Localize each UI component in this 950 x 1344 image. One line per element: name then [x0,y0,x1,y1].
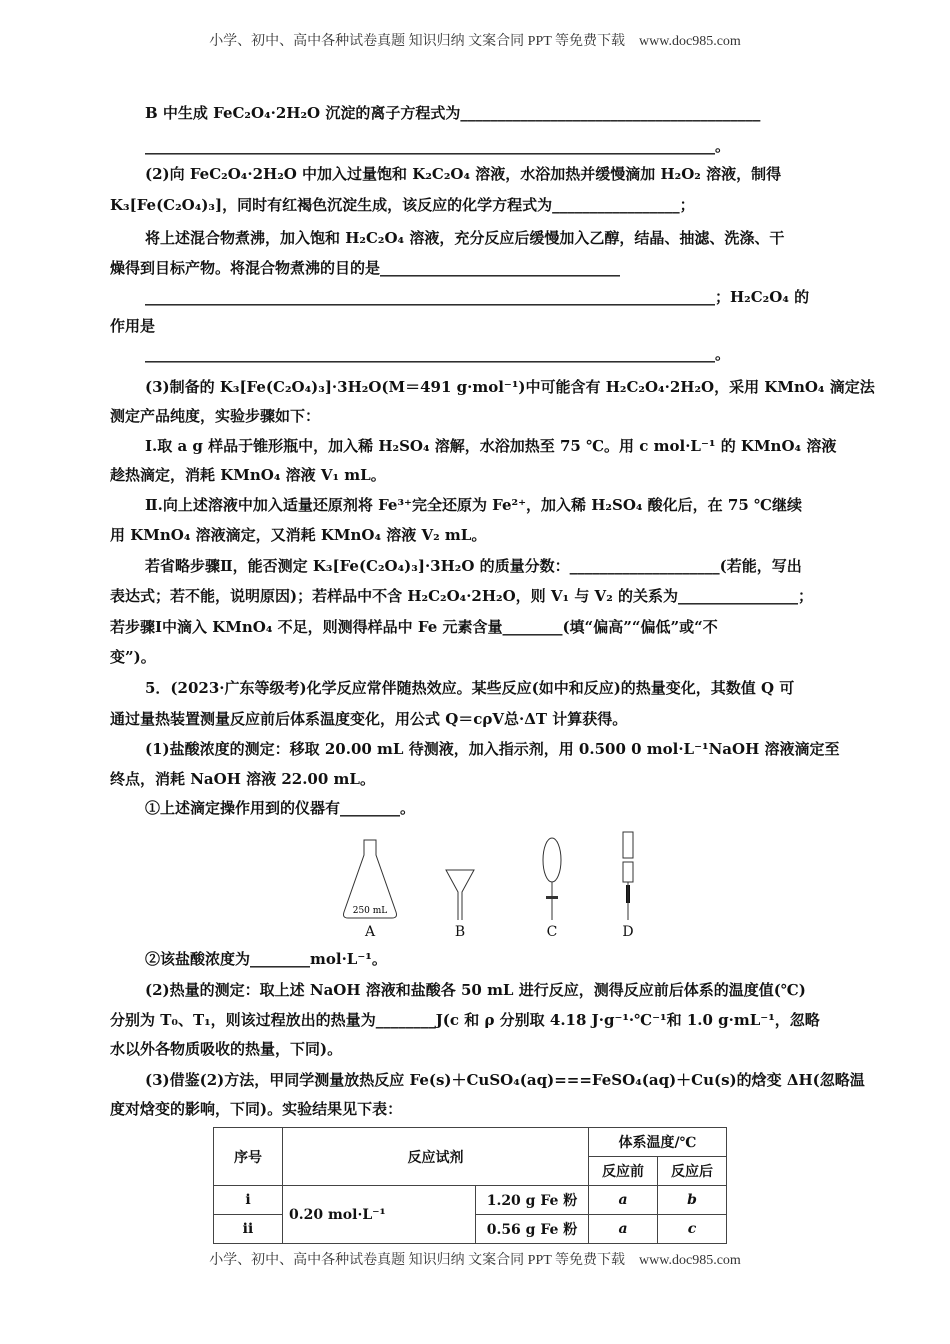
text-line: (3)借鉴(2)方法，甲同学测量放热反应 Fe(s)＋CuSO₄(aq)===FeSO₄(aq)＋Cu(s)的焓变 ΔH(忽略温 [145,1071,865,1089]
header-no: 序号 [214,1128,283,1186]
text-line: 趁热滴定，消耗 KMnO₄ 溶液 V₁ mL。 [110,466,386,484]
header-temp: 体系温度/℃ [589,1128,727,1157]
cell-before: a [589,1215,658,1244]
erlenmeyer-flask-figure [340,830,400,940]
text-line: 分别为 T₀、T₁，则该过程放出的热量为________J(c 和 ρ 分别取 4.18 J·g⁻¹·℃⁻¹和 1.0 g·mL⁻¹，忽略 [110,1011,820,1029]
cell-no: ⅰ [214,1186,283,1215]
burette-figure [612,830,644,940]
cell-fe: 1.20 g Fe 粉 [476,1186,589,1215]
text-line: 通过量热装置测量反应前后体系温度变化，用公式 Q＝cρV总·ΔT 计算获得。 [110,710,628,728]
text-line: 水以外各物质吸收的热量，下同)。 [110,1040,343,1058]
header-before: 反应前 [589,1157,658,1186]
text-line: (3)制备的 K₃[Fe(C₂O₄)₃]·3H₂O(M＝491 g·mol⁻¹)中可能含有 H₂C₂O₄·2H₂O，采用 KMnO₄ 滴定法 [145,378,875,396]
figure-label: A [364,924,376,940]
text-line: 5．(2023·广东等级考)化学反应常伴随热效应。某些反应(如中和反应)的热量变化，其数值 Q 可 [145,679,795,697]
page-footer: 小学、初中、高中各种试卷真题 知识归纳 文案合同 PPT 等免费下载 www.doc985.com [209,1253,741,1268]
erlenmeyer-flask-icon [340,830,400,920]
figure-label: B [454,924,466,940]
page-header: 小学、初中、高中各种试卷真题 知识归纳 文案合同 PPT 等免费下载 www.doc985.com [209,34,741,49]
text-line: 度对焓变的影响，下同)。实验结果见下表： [110,1100,403,1118]
funnel-figure [440,830,480,940]
header-reagent: 反应试剂 [283,1128,589,1186]
text-line: 若步骤Ⅰ中滴入 KMnO₄ 不足，则测得样品中 Fe 元素含量________(填“偏高”“偏低”或“不 [110,618,718,636]
text-line: 测定产品纯度，实验步骤如下： [110,407,321,425]
text-line: 表达式；若不能，说明原因)；若样品中不含 H₂C₂O₄·2H₂O，则 V₁ 与 V₂ 的关系为________________； [110,587,813,605]
text-line: 变”)。 [110,648,156,666]
text-line: Ⅱ.向上述溶液中加入适量还原剂将 Fe³⁺完全还原为 Fe²⁺，加入稀 H₂SO₄ 酸化后，在 75 ℃继续 [145,496,802,514]
cell-after: c [658,1215,727,1244]
text-line: 燥得到目标产物。将混合物煮沸的目的是________________________________ [110,259,621,277]
text-line: 作用是 [110,317,156,335]
answer-blank-line: ____________________________________________________________________________；H₂C₂O₄ 的 [145,288,810,306]
text-line: B 中生成 FeC₂O₄·2H₂O 沉淀的离子方程式为________________________________________ [145,104,761,122]
separatory-funnel-icon [532,830,572,920]
text-line: 终点，消耗 NaOH 溶液 22.00 mL。 [110,770,375,788]
text-line: (2)向 FeC₂O₄·2H₂O 中加入过量饱和 K₂C₂O₄ 溶液，水浴加热并缓慢滴加 H₂O₂ 溶液，制得 [145,165,782,183]
text-line: 将上述混合物煮沸，加入饱和 H₂C₂O₄ 溶液，充分反应后缓慢加入乙醇，结晶、抽滤、洗涤、干 [145,229,785,247]
figure-label: D [622,924,634,940]
cell-no: ⅱ [214,1215,283,1244]
cell-before: a [589,1186,658,1215]
svg-text:250 mL: 250 mL [352,906,388,916]
funnel-icon [440,830,480,920]
answer-blank-line: ____________________________________________________________________________。 [145,345,731,363]
separatory-funnel-figure [532,830,572,940]
results-table [213,1127,727,1244]
text-line: (1)盐酸浓度的测定：移取 20.00 mL 待测液，加入指示剂，用 0.500 0 mol·L⁻¹NaOH 溶液滴定至 [145,740,840,758]
header-after: 反应后 [658,1157,727,1186]
text-line: 用 KMnO₄ 溶液滴定，又消耗 KMnO₄ 溶液 V₂ mL。 [110,526,487,544]
text-line: ②该盐酸浓度为________mol·L⁻¹。 [145,950,387,968]
cell-conc: 0.20 mol·L⁻¹ [283,1186,476,1244]
text-line: 若省略步骤Ⅱ，能否测定 K₃[Fe(C₂O₄)₃]·3H₂O 的质量分数：____________________(若能，写出 [145,557,802,575]
text-line: (2)热量的测定：取上述 NaOH 溶液和盐酸各 50 mL 进行反应，测得反应前后体系的温度值(℃) [145,981,806,999]
table-row [214,1186,727,1215]
text-line: ①上述滴定操作用到的仪器有________。 [145,799,416,817]
burette-icon [612,830,644,920]
cell-after: b [658,1186,727,1215]
answer-blank-line: ____________________________________________________________________________。 [145,137,731,155]
figure-label: C [546,924,558,940]
cell-fe: 0.56 g Fe 粉 [476,1215,589,1244]
text-line: K₃[Fe(C₂O₄)₃]，同时有红褐色沉淀生成，该反应的化学方程式为_________________； [110,196,695,214]
text-line: Ⅰ.取 a g 样品于锥形瓶中，加入稀 H₂SO₄ 溶解，水浴加热至 75 ℃。用 c mol·L⁻¹ 的 KMnO₄ 溶液 [145,437,837,455]
